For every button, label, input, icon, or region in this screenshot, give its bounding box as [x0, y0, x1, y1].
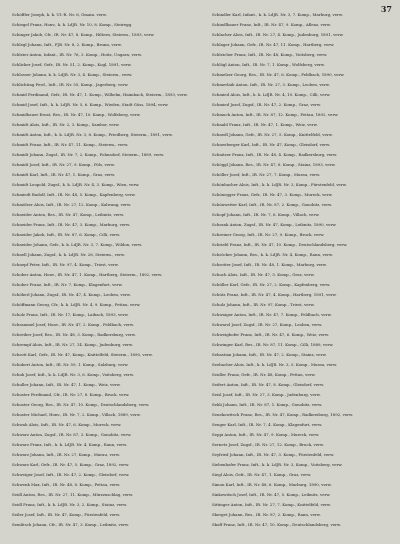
list-entry: Schindler Karl, Infant., k. k. LdJR. Nr. 3, 7. Komp., Marburg, verw.	[212, 12, 344, 17]
list-entry: Sekli Johann, Inft., IR. Nr. 87, 1. Komp., Gonobitz, verw.	[212, 402, 323, 407]
list-entry: Scholz Franz, Inft., IR. Nr. 17, Komp., Laibach, 1893, verw.	[12, 312, 129, 317]
left-column	[12, 12, 192, 532]
list-entry: Schwaiger Anton, Inft., IR. Nr. 47, 7. Komp., Feldbach, verw.	[212, 312, 332, 317]
list-entry: Siegl Alois, Gefr., IR. Nr. 47, 1. Komp., Graz, verw.	[212, 472, 312, 477]
list-entry: Schönwetter Karl, Inft., IR. Nr. 87, 2. Komp., Gonobitz, verw.	[212, 202, 333, 207]
list-entry: Schneider Franz, Inft., IR. Nr. 47, 3. Komp., Marburg, verw.	[12, 222, 131, 227]
list-entry: Schneider Jakob, Inft., IR. Nr. 87, 6. Komp., Cilli, verw.	[12, 232, 121, 237]
list-entry: Schöberl Johann, Zugsf., IR. Nr. 47, 4. Komp., Leoben, verw.	[12, 292, 131, 297]
list-entry: Schneider Anton, Res., IR. Nr. 47, Komp., Leibnitz, verw.	[12, 212, 125, 217]
list-entry: Seyfried Johann, Inft., IR. Nr. 47, 3. Komp., Fürstenfeld, verw.	[212, 452, 335, 457]
list-entry: Schneeberger Karl, Inft., IR. Nr. 47, Komp., Gleisdorf, verw.	[212, 142, 331, 147]
list-entry: Schulz Johann, Inft., IR. Nr. 97, Komp., Triest, verw.	[212, 302, 315, 307]
list-entry: Schmied Alois, Inft., k. k. LdJR. Nr. 4, 10. Komp., Cilli, verw.	[212, 92, 331, 97]
list-entry: Schiegel Franz, Honv., k. k. LdJR. Nr. 10, 8. Komp., Steiregg.	[12, 22, 133, 27]
list-entry: Schmid Ferdinand, Gefr., IR. Nr. 47, 1. Komp., Wilhelm, Haimbach, Steierm., 1893, verw.	[12, 92, 188, 97]
list-entry: Schmidt Anton, Inft., k. k. LdJR. Nr. 3, 8. Komp., Friedberg, Steierm., 1891, verw.	[12, 132, 173, 137]
list-entry: Schrank Anton, Zugsf., IR. Nr. 47, Komp., Leibnitz, 1890, verw.	[212, 222, 337, 227]
list-entry: Schöggl Johann, Res., IR. Nr. 47, 8. Komp., Stainz, 1893, verw.	[212, 162, 336, 167]
list-entry: Schneider Johann, Gefr., k. k. LdJR. Nr. 3, 7. Komp., Wildon, verw.	[12, 242, 143, 247]
list-entry: Schlager Johann, Gefr., IR. Nr. 47, 11. Komp., Hartberg, verw.	[212, 42, 335, 47]
list-entry: Seifert Anton, Inft., IR. Nr. 47, 8. Komp., Gleisdorf, verw.	[212, 382, 325, 387]
list-entry: Seebacher Alois, Inft., k. k. LdJR. Nr. 3, 5. Komp., Murau, verw.	[212, 362, 338, 367]
list-entry: Seidl Franz, Inft., k. k. LdJR. Nr. 3, 2. Komp., Stainz, verw.	[12, 502, 128, 507]
list-entry: Simon Karl, Inft., IR. Nr. 48, 6. Komp., Marburg, 1890, verw.	[212, 482, 332, 487]
list-entry: Sebastian Johann, Inft., IR. Nr. 47, 2. Komp., Stainz, verw.	[212, 352, 327, 357]
list-entry: Schlögl Anton, Inft., IR. Nr. 7, 1. Komp., Wolfsberg, verw.	[212, 62, 325, 67]
list-entry: Schönegger Franz, Gefr., IR. Nr. 47, 3. Komp., Mureck, verw.	[212, 192, 333, 197]
list-entry: Schütz Franz, Inft., IR. Nr. 47, 4. Komp., Hartberg, 1891, verw.	[212, 292, 337, 297]
list-entry: Schwarz Anton, Zugsf., IR. Nr. 87, 3. Komp., Gonobitz, verw.	[12, 432, 132, 437]
list-entry: Schmid Josef, Inft., k. k. LdJR. Nr. 5, 6. Komp., Wieden, Stadt Göss, 1894, verw.	[12, 102, 169, 107]
list-entry: Schmied Josef, Zugsf., IR. Nr. 47, 2. Komp., Graz, verw.	[212, 102, 321, 107]
list-entry: Siebenhofer Franz, Inft., k. k. LdJR. Nr. 3, Komp., Voitsberg, verw.	[212, 462, 343, 467]
list-entry: Schuch Alois, Inft., IR. Nr. 47, 5. Komp., Graz, verw.	[212, 272, 315, 277]
list-entry: Schlegl Johann, Inft., FJB. Nr. 8, 2. Komp., Brunn, verw.	[12, 42, 122, 47]
list-entry: Schnedl Johann, Gefr., IR. Nr. 27, 5. Komp., Knittelfeld, verw.	[212, 132, 333, 137]
list-entry: Sittinger Anton, Inft., IR. Nr. 27, 7. Komp., Knittelfeld, verw.	[212, 502, 332, 507]
list-entry: Schmuck Anton, Inft., IR. Nr. 87, 12. Komp., Pettau, 1892, verw.	[212, 112, 339, 117]
list-entry: Seidl Anton, Res., IR. Nr. 27, 11. Komp., Mürzzuschlag, verw.	[12, 492, 134, 497]
list-entry: Sinkowitsch Josef, Inft., IR. Nr. 47, 5. Komp., Leibnitz, verw.	[212, 492, 331, 497]
list-entry: Schlicker Josef, Gefr., IR. Nr. 51, 2. Komp., Kogl, 1891, verw.	[12, 62, 132, 67]
list-entry: Seiler Josef, Inft., IR. Nr. 47, Komp., Fürstenfeld, verw.	[12, 512, 121, 517]
list-entry: Schmidt Karl, Inft., IR. Nr. 47, 1. Komp., Graz, verw.	[12, 172, 116, 177]
list-entry: Schuh Josef, Inft., k. k. LdJR. Nr. 3, 6. Komp., Voitsberg, verw.	[12, 372, 134, 377]
list-entry: Skerget Johann, Res., IR. Nr. 87, 2. Komp., Rann, verw.	[212, 512, 321, 517]
list-entry: Schnabl Franz, Inft., IR. Nr. 47, 1. Komp., Weiz, verw.	[212, 122, 318, 127]
list-entry: Schmelzer Georg, Res., IR. Nr. 47, 6. Komp., Feldbach, 1890, verw.	[212, 72, 345, 77]
list-entry: Schmiedt Rudolf, Inft., IR. Nr. 48, 5. Komp., Kapfenberg, verw.	[12, 192, 136, 197]
list-entry: Schrotter Josef, Inft., IR. Nr. 48, 1. Komp., Marburg, verw.	[212, 262, 327, 267]
list-entry: Schriebl Franz, Inft., IR. Nr. 47, 10. Komp., Deutschlandsberg, verw.	[212, 242, 348, 247]
list-entry: Schrempf Alois, Inft., IR. Nr. 27, 14. Komp., Judenburg, verw.	[12, 342, 134, 347]
list-entry: Schindlbauer Franz, Inft., IR. Nr. 47, 9. Komp., Aflenz, verw.	[212, 22, 332, 27]
list-entry: Senger Karl, Inft., IR. Nr. 7, 4. Komp., Klagenfurt, verw.	[212, 422, 323, 427]
list-entry: Schuster Ferdinand, Cfr., IR. Nr. 27, 8. Komp., Bruck, verw.	[12, 392, 130, 397]
list-entry: Skoff Franz, Inft., IR. Nr. 47, 10. Komp., Deutschlandsberg, verw.	[212, 522, 341, 527]
list-entry: Schnepf Peter, Inft., IR. Nr. 97, 4. Komp., Triest, verw.	[12, 262, 119, 267]
list-entry: Schwinger Karl, Res., IR. Nr. 87, 11. Komp., Cilli, 1889, verw.	[212, 342, 334, 347]
list-entry: Senekowitsch Franz, Res., IR. Nr. 47, Komp., Radkersburg, 1892, verw.	[212, 412, 354, 417]
list-entry: Schrammel Josef, Honv., IR. Nr. 47, 2. Komp., Feldbach, verw.	[12, 322, 134, 327]
list-entry: Schmidt Josef, Inft., IR. Nr. 27, 9. Komp., Pöls, verw.	[12, 162, 115, 167]
list-entry: Schnitzer Franz, Inft., IR. Nr. 48, 4. Komp., Radkersburg, verw.	[212, 152, 338, 157]
right-column	[212, 12, 392, 532]
list-entry: Schöffmann Georg, Cfr., k. k. LdJR. Nr. 4, 9. Komp., Pettau, verw.	[12, 302, 141, 307]
list-entry: Schmidt Johann, Zugsf., IR. Nr. 7, 2. Komp., Fohnsdorf, Steierm., 1889, verw.	[12, 152, 165, 157]
list-entry: Schreiner Georg, Inft., IR. Nr. 27, 9. Komp., Bruck, verw.	[212, 232, 325, 237]
list-entry: Schmidbauer Ernst, Res., IR. Nr. 47, 10. Komp., Wolfsberg, verw.	[12, 112, 141, 117]
list-entry: Schinger Jakob, Cfr., IR. Nr. 47, 8. Komp., Hiltern, Steierm., 1893, verw.	[12, 32, 155, 37]
list-entry: Schnell Johann, Zugsf., k. k. LdJR. Nr. 26, Steierm., verw.	[12, 252, 126, 257]
list-entry: Schüller Karl, Gefr., IR. Nr. 27, 2. Komp., Kapfenberg, verw.	[212, 282, 331, 287]
list-entry: Schuster Michael, Honv., IR. Nr. 7, 2. Komp., Villach, 1889, verw.	[12, 412, 141, 417]
list-entry: Schmölzer Alois, Inft., IR. Nr. 27, 12. Komp., Kalwang, verw.	[12, 202, 132, 207]
list-entry: Schubert Anton, Inft., IR. Nr. 59, 1. Komp., Salzburg, verw.	[12, 362, 129, 367]
list-entry: Schrott Karl, Gefr., IR. Nr. 47, Komp., Knittelfeld, Steierm., 1890, verw.	[12, 352, 153, 357]
page-number: 37	[380, 4, 392, 14]
list-entry: Schmerlaib Anton, Inft., IR. Nr. 27, 3. Komp., Leoben, verw.	[212, 82, 330, 87]
list-entry: Schlosser Johann, k. k. LdJR. Nr. 3, 4. Komp., Steierm., verw.	[12, 72, 133, 77]
list-entry: Schober Anton, Honv., IR. Nr. 47, 1. Komp., Hartberg, Steierm., 1892, verw.	[12, 272, 163, 277]
list-entry: Schmidt Alois, Inft., IR. Nr. 2, 3. Komp., Sambor, verw.	[12, 122, 120, 127]
list-entry: Schober Franz, Inft., IR. Nr. 7, Komp., Klagenfurt, verw.	[12, 282, 123, 287]
list-entry: Schleicher Franz, Inft., IR. Nr. 48, Komp., Voitsberg, verw.	[212, 52, 328, 57]
list-entry: Schwab Alois, Inft., IR. Nr. 47, 6. Komp., Mureck, verw.	[12, 422, 122, 427]
list-entry: Schmidt Franz, Inft., IR. Nr. 47, 11. Komp., Steierm., verw.	[12, 142, 129, 147]
list-entry: Schlichting Ferd., Inft., IR. Nr. 55, Komp., Jagerberg, verw.	[12, 82, 129, 87]
list-entry: Schwarz Karl, Gefr., IR. Nr. 47, 5. Komp., Graz, 1892, verw.	[12, 462, 130, 467]
list-entry: Seppi Anton, Inft., IR. Nr. 47, 9. Komp., Mureck, verw.	[212, 432, 320, 437]
list-entry: Schuller Johann, Inft., IR. Nr. 47, 1. Komp., Weiz, verw.	[12, 382, 121, 387]
list-entry: Schweiger Josef, Inft., IR. Nr. 47, 2. Komp., Gleisdorf, verw.	[12, 472, 130, 477]
list-entry: Schwarz Johann, Inft., IR. Nr. 27, Komp., Murau, verw.	[12, 452, 120, 457]
list-entry: Schmidt Leopold, Zugsf., k. k. LdJR. Nr. 4, 3. Komp., Wien, verw.	[12, 182, 140, 187]
list-entry: Schuster Georg, Res., IR. Nr. 47, 10. Komp., Deutschlandsberg, verw.	[12, 402, 150, 407]
list-entry: Schöffler Joseph, k. k. Ul.-R. Nr. 6, Gmain. verw.	[12, 12, 107, 17]
list-entry: Semlitsch Johann, Cfr., IR. Nr. 47, 3. Komp., Leibnitz, verw.	[12, 522, 129, 527]
list-entry: Sernetz Josef, Zugsf., IR. Nr. 27, 12. Komp., Bruck, verw.	[212, 442, 324, 447]
list-entry: Schönbacher Alois, Inft., k. k. LdJR. Nr. 3, Komp., Fürstenfeld, verw.	[212, 182, 347, 187]
list-entry: Seidler Franz, Gefr., IR. Nr. 48, Komp., Pettau, verw.	[212, 372, 316, 377]
list-entry: Schwenk Max, Inft., IR. Nr. 48, 8. Komp., Pettau, verw.	[12, 482, 121, 487]
list-entry: Schreiber Josef, Res., IR. Nr. 48, 3. Komp., Radkersburg, verw.	[12, 332, 136, 337]
list-entry: Schopf Johann, Inft., IR. Nr. 7, 6. Komp., Villach, verw.	[212, 212, 320, 217]
list-entry: Schlacher Alois, Inft., IR. Nr. 27, 4. Komp., Judenburg, 1891, verw.	[212, 32, 344, 37]
list-entry: Schweighofer Franz, Inft., IR. Nr. 47, 6. Komp., Weiz, verw.	[212, 332, 329, 337]
list-entry: Schleier Anton, Infant., IR. Nr. 76, 3. Komp., Hoitz, Ungarn, verw.	[12, 52, 142, 57]
list-entry: Schröcker Johann, Res., k. k. LdJR. Nr. 4, Komp., Rann, verw.	[212, 252, 333, 257]
list-entry: Schwarz Franz, Inft., k. k. LdJR. Nr. 4, Komp., Rann, verw.	[12, 442, 128, 447]
list-entry: Schöller Josef, Inft., IR. Nr. 27, 7. Komp., Murau, verw.	[212, 172, 321, 177]
list-entry: Schwarzl Josef, Zugsf., IR. Nr. 27, Komp., Leoben, verw.	[212, 322, 323, 327]
list-entry: Seisl Josef, Inft., IR. Nr. 27, 3. Komp., Judenburg, verw.	[212, 392, 321, 397]
